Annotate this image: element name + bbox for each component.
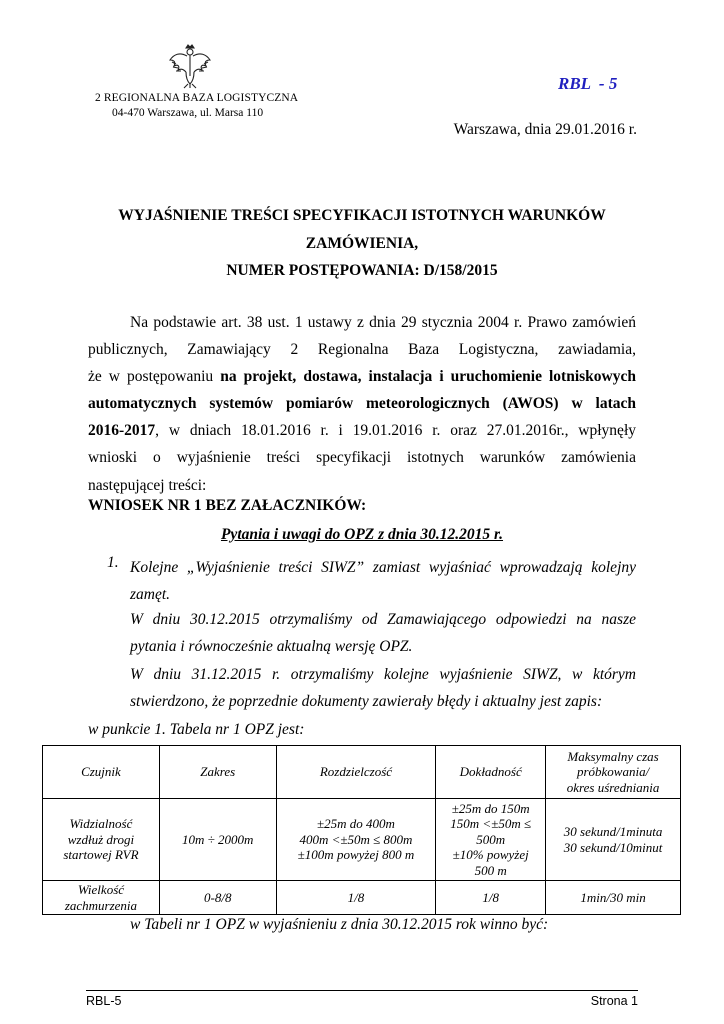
question-paragraph <box>130 606 636 661</box>
question-line: stwierdzono, że poprzednie dokumenty zawierały błędy i aktualny jest zapis: <box>130 693 603 711</box>
table-row <box>43 799 681 881</box>
cell-line: ±10% powyżej <box>452 847 529 863</box>
intro-line: wnioski o wyjaśnienie treści specyfikacji istotnych warunków zamówienia <box>88 449 636 467</box>
cell-line: 400m <±50m ≤ 800m <box>299 831 413 847</box>
organization-name: 2 REGIONALNA BAZA LOGISTYCZNA <box>95 92 299 104</box>
table-cell <box>43 881 160 915</box>
footer-divider <box>86 990 638 991</box>
cell-line: 30 sekund/10minut <box>563 839 663 855</box>
cell-line: okres uśredniania <box>566 779 660 795</box>
table-intro: w punkcie 1. Tabela nr 1 OPZ jest: <box>88 721 305 738</box>
question-paragraph <box>130 554 636 609</box>
procurement-subject: automatycznych systemów pomiarów meteorologicznych (AWOS) w latach <box>88 395 636 413</box>
request-heading: WNIOSEK NR 1 BEZ ZAŁACZNIKÓW: <box>88 497 367 514</box>
cell-line: próbkowania/ <box>576 764 650 780</box>
cell-line: ±25m do 400m <box>316 816 395 832</box>
table-cell <box>436 799 546 881</box>
procurement-years: 2016-2017 <box>88 422 156 440</box>
polish-eagle-emblem-icon <box>166 42 214 90</box>
cell-line: 500m <box>476 831 506 847</box>
intro-text: , w dniach 18.01.2016 r. i 19.01.2016 r. oraz 27.01.2016r., wpłynęły <box>155 422 636 440</box>
title-line-3: NUMER POSTĘPOWANIA: D/158/2015 <box>226 262 498 279</box>
title-line-2: ZAMÓWIENIA, <box>305 235 419 252</box>
question-line: pytania i równocześnie aktualną wersję OPZ. <box>130 638 413 656</box>
opz-table <box>42 745 681 915</box>
table-cell <box>546 799 681 881</box>
header-cell: Czujnik <box>43 746 160 799</box>
table-cell <box>43 799 160 881</box>
table-cell: 10m ÷ 2000m <box>159 799 276 881</box>
cell-line: 500 m <box>474 862 507 878</box>
question-paragraph <box>130 661 636 716</box>
cell-line: Wielkość <box>77 882 125 897</box>
footer-left: RBL-5 <box>86 994 122 1008</box>
table-cell: 1/8 <box>276 881 436 915</box>
page-number: Strona 1 <box>590 994 638 1008</box>
cell-line: Widzialność <box>69 816 133 832</box>
intro-paragraph <box>88 309 636 499</box>
cell-line: Maksymalny czas <box>567 748 659 764</box>
question-line: W dniu 30.12.2015 otrzymaliśmy od Zamawiającego odpowiedzi na nasze <box>130 611 636 628</box>
cell-line: ±100m powyżej 800 m <box>297 847 415 863</box>
header-cell: Zakres <box>159 746 276 799</box>
after-table-text: w Tabeli nr 1 OPZ w wyjaśnieniu z dnia 30.12.2015 rok winno być: <box>130 916 549 933</box>
intro-line: publicznych, Zamawiający 2 Regionalna Baza Logistyczna, zawiadamia, <box>88 341 636 359</box>
questions-heading: Pytania i uwagi do OPZ z dnia 30.12.2015 r. <box>220 526 504 543</box>
question-line: zamęt. <box>130 586 171 604</box>
header-cell: Rozdzielczość <box>276 746 436 799</box>
table-row <box>43 881 681 915</box>
procurement-subject: na projekt, dostawa, instalacja i uruchomienie lotniskowych <box>220 368 636 386</box>
title-line-1: WYJAŚNIENIE TREŚCI SPECYFIKACJI ISTOTNYCH WARUNKÓW <box>118 207 606 224</box>
cell-line: zachmurzenia <box>64 897 138 913</box>
cell-line: ±25m do 150m <box>451 800 530 816</box>
question-line: Kolejne „Wyjaśnienie treści SIWZ” zamiast wyjaśniać wprowadzają kolejny <box>130 559 636 576</box>
intro-line <box>88 363 636 390</box>
table-cell: 0-8/8 <box>159 881 276 915</box>
intro-line <box>88 390 636 417</box>
organization-address: 04-470 Warszawa, ul. Marsa 110 <box>112 107 264 119</box>
table-header-row <box>43 746 681 799</box>
intro-line <box>88 417 636 444</box>
header-cell <box>546 746 681 799</box>
cell-line: 150m <±50m ≤ <box>450 816 532 832</box>
document-date: Warszawa, dnia 29.01.2016 r. <box>453 121 637 138</box>
cell-line: startowej RVR <box>63 847 139 863</box>
table-cell <box>276 799 436 881</box>
table-cell: 1/8 <box>436 881 546 915</box>
intro-text: że w postępowaniu <box>88 368 221 386</box>
reference-code: RBL - 5 <box>558 74 618 93</box>
question-line: W dniu 31.12.2015 r. otrzymaliśmy kolejne wyjaśnienie SIWZ, w którym <box>130 666 636 683</box>
question-number: 1. <box>107 554 119 571</box>
intro-line: Na podstawie art. 38 ust. 1 ustawy z dnia 29 stycznia 2004 r. Prawo zamówień <box>130 314 636 331</box>
header-cell: Dokładność <box>436 746 546 799</box>
cell-line: 30 sekund/1minuta <box>563 824 663 839</box>
intro-line: następującej treści: <box>88 476 207 494</box>
table-cell: 1min/30 min <box>546 881 681 915</box>
cell-line: wzdłuż drogi <box>67 831 135 847</box>
